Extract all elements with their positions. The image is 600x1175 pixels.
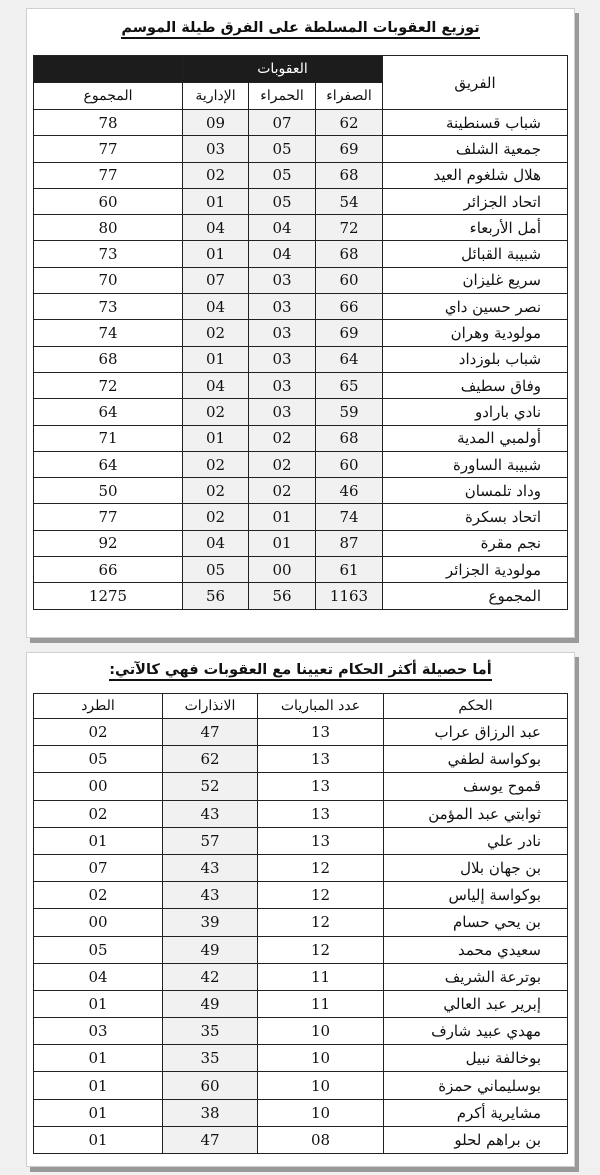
table-cell: 12	[258, 909, 384, 936]
team-penalties-panel	[26, 8, 575, 638]
table-row	[34, 963, 568, 990]
table-cell: بن يحي حسام	[384, 909, 568, 936]
table-row	[34, 162, 568, 188]
table-cell: 11	[258, 963, 384, 990]
table-cell: 64	[34, 451, 183, 477]
table-cell: 60	[163, 1072, 258, 1099]
table-cell: بوترعة الشريف	[384, 963, 568, 990]
table-cell: نادي بارادو	[383, 399, 568, 425]
table-cell: 64	[316, 346, 383, 372]
table-cell: 08	[258, 1126, 384, 1153]
table-row	[34, 557, 568, 583]
table-cell: 03	[249, 320, 316, 346]
header-red: الحمراء	[249, 83, 316, 110]
header-blank	[34, 56, 183, 83]
table-cell: 49	[163, 990, 258, 1017]
table-cell: 01	[34, 1072, 163, 1099]
table-cell: 12	[258, 882, 384, 909]
table-cell: 02	[34, 882, 163, 909]
table-cell: نصر حسين داي	[383, 294, 568, 320]
table-cell: 73	[34, 294, 183, 320]
table-cell: 77	[34, 162, 183, 188]
table-row	[34, 372, 568, 398]
table-cell: 01	[34, 990, 163, 1017]
table-cell: 66	[34, 557, 183, 583]
table-cell: بوكواسة إلياس	[384, 882, 568, 909]
header-matches: عدد المباريات	[258, 694, 384, 719]
table-cell: المجموع	[383, 583, 568, 609]
table-cell: 92	[34, 530, 183, 556]
referees-panel	[26, 652, 575, 1167]
table-cell: 13	[258, 773, 384, 800]
table-cell: 03	[249, 372, 316, 398]
table-row	[34, 136, 568, 162]
header-total: المجموع	[34, 83, 183, 110]
table-cell: 59	[316, 399, 383, 425]
table-cell: 87	[316, 530, 383, 556]
team-penalties-title: توزيع العقوبات المسلطة على الفرق طيلة الموسم	[27, 20, 574, 36]
table-row	[34, 1072, 568, 1099]
table-cell: مولودية وهران	[383, 320, 568, 346]
table-row	[34, 215, 568, 241]
table-row	[34, 530, 568, 556]
table-cell: 13	[258, 719, 384, 746]
table-cell: 56	[249, 583, 316, 609]
table-cell: 07	[34, 854, 163, 881]
table-cell: 02	[183, 451, 249, 477]
table-row	[34, 478, 568, 504]
table-cell: أولمبي المدية	[383, 425, 568, 451]
table-row	[34, 854, 568, 881]
table-row	[34, 990, 568, 1017]
table-row	[34, 399, 568, 425]
table-cell: 02	[183, 162, 249, 188]
table-cell: 05	[34, 746, 163, 773]
table-row	[34, 719, 568, 746]
table-cell: 35	[163, 1018, 258, 1045]
table-cell: 47	[163, 719, 258, 746]
table-cell: سعيدي محمد	[384, 936, 568, 963]
table-row	[34, 746, 568, 773]
referees-table	[33, 693, 568, 1154]
table-cell: 03	[249, 346, 316, 372]
team-penalties-table	[33, 55, 568, 610]
table-cell: أمل الأربعاء	[383, 215, 568, 241]
table-cell: 72	[34, 372, 183, 398]
table-cell: اتحاد بسكرة	[383, 504, 568, 530]
table-cell: 60	[316, 267, 383, 293]
table-cell: 61	[316, 557, 383, 583]
table-cell: 04	[183, 372, 249, 398]
table-cell: 01	[34, 1126, 163, 1153]
table-cell: مهدي عبيد شارف	[384, 1018, 568, 1045]
table-cell: 80	[34, 215, 183, 241]
table-cell: 70	[34, 267, 183, 293]
table-cell: شبيبة الساورة	[383, 451, 568, 477]
table-cell: 02	[34, 800, 163, 827]
table-cell: 05	[34, 936, 163, 963]
table-cell: مولودية الجزائر	[383, 557, 568, 583]
table-cell: 35	[163, 1045, 258, 1072]
table-cell: 07	[249, 110, 316, 136]
table-cell: بوخالفة نبيل	[384, 1045, 568, 1072]
table-cell: 43	[163, 800, 258, 827]
table-row	[34, 267, 568, 293]
table-cell: 04	[183, 215, 249, 241]
table-cell: شبيبة القبائل	[383, 241, 568, 267]
table-cell: 10	[258, 1072, 384, 1099]
table-cell: 05	[183, 557, 249, 583]
table-cell: شباب قسنطينة	[383, 110, 568, 136]
table-row	[34, 882, 568, 909]
table-cell: 01	[249, 504, 316, 530]
table-cell: بوكواسة لطفي	[384, 746, 568, 773]
table-cell: 78	[34, 110, 183, 136]
table-cell: 03	[249, 399, 316, 425]
table-cell: 69	[316, 320, 383, 346]
table-cell: 68	[34, 346, 183, 372]
table-cell: 02	[183, 399, 249, 425]
table-cell: 60	[34, 188, 183, 214]
table-cell: 01	[183, 188, 249, 214]
table-row	[34, 773, 568, 800]
table-cell: 04	[34, 963, 163, 990]
table-cell: 52	[163, 773, 258, 800]
table-cell: 03	[249, 267, 316, 293]
table-cell: 02	[249, 451, 316, 477]
table-cell: وفاق سطيف	[383, 372, 568, 398]
table-cell: 10	[258, 1099, 384, 1126]
header-yellow: الصفراء	[316, 83, 383, 110]
table-row	[34, 346, 568, 372]
table-cell: 04	[183, 530, 249, 556]
table-cell: 04	[183, 294, 249, 320]
table-cell: 01	[183, 241, 249, 267]
team-penalties-body	[34, 110, 568, 610]
table-cell: 74	[34, 320, 183, 346]
table-cell: 77	[34, 136, 183, 162]
table-cell: 00	[34, 773, 163, 800]
table-cell: إبرير عبد العالي	[384, 990, 568, 1017]
table-row	[34, 827, 568, 854]
table-cell: 11	[258, 990, 384, 1017]
table-cell: 13	[258, 800, 384, 827]
table-cell: 62	[163, 746, 258, 773]
table-row	[34, 294, 568, 320]
table-cell: 05	[249, 136, 316, 162]
table-cell: 66	[316, 294, 383, 320]
table-row	[34, 188, 568, 214]
table-cell: 43	[163, 882, 258, 909]
table-cell: 68	[316, 162, 383, 188]
table-row	[34, 1045, 568, 1072]
table-row	[34, 1126, 568, 1153]
table-cell: 03	[249, 294, 316, 320]
table-cell: 42	[163, 963, 258, 990]
table-cell: شباب بلوزداد	[383, 346, 568, 372]
table-cell: 13	[258, 746, 384, 773]
table-cell: 04	[249, 241, 316, 267]
table-cell: نجم مقرة	[383, 530, 568, 556]
table-row	[34, 583, 568, 609]
table-cell: 38	[163, 1099, 258, 1126]
table-cell: 02	[183, 478, 249, 504]
header-warnings: الانذارات	[163, 694, 258, 719]
table-cell: 71	[34, 425, 183, 451]
table-cell: 10	[258, 1045, 384, 1072]
table-cell: 62	[316, 110, 383, 136]
table-cell: 68	[316, 241, 383, 267]
table-row	[34, 909, 568, 936]
table-cell: 50	[34, 478, 183, 504]
table-cell: بن جهان بلال	[384, 854, 568, 881]
table-cell: 00	[249, 557, 316, 583]
table-cell: 54	[316, 188, 383, 214]
table-cell: 1163	[316, 583, 383, 609]
table-cell: 12	[258, 936, 384, 963]
table-cell: 10	[258, 1018, 384, 1045]
table-cell: 05	[249, 162, 316, 188]
referees-body	[34, 719, 568, 1154]
header-team: الفريق	[383, 56, 568, 110]
table-cell: 01	[34, 1099, 163, 1126]
table-row	[34, 1018, 568, 1045]
table-cell: سريع غليزان	[383, 267, 568, 293]
table-cell: 07	[183, 267, 249, 293]
header-admin: الإدارية	[183, 83, 249, 110]
table-cell: قموح يوسف	[384, 773, 568, 800]
table-cell: 72	[316, 215, 383, 241]
table-cell: 64	[34, 399, 183, 425]
table-cell: 02	[249, 478, 316, 504]
table-row	[34, 800, 568, 827]
table-cell: 00	[34, 909, 163, 936]
table-cell: نادر علي	[384, 827, 568, 854]
header-penalties: العقوبات	[183, 56, 383, 83]
table-cell: عبد الرزاق عراب	[384, 719, 568, 746]
table-cell: اتحاد الجزائر	[383, 188, 568, 214]
table-row	[34, 936, 568, 963]
table-cell: 03	[183, 136, 249, 162]
table-cell: 56	[183, 583, 249, 609]
table-cell: 02	[249, 425, 316, 451]
table-cell: 73	[34, 241, 183, 267]
table-cell: 04	[249, 215, 316, 241]
table-row	[34, 425, 568, 451]
table-cell: 01	[249, 530, 316, 556]
table-row	[34, 241, 568, 267]
table-cell: هلال شلغوم العيد	[383, 162, 568, 188]
table-cell: بن براهم لحلو	[384, 1126, 568, 1153]
table-cell: مشايرية أكرم	[384, 1099, 568, 1126]
table-cell: 65	[316, 372, 383, 398]
header-expulsions: الطرد	[34, 694, 163, 719]
table-row	[34, 451, 568, 477]
table-row	[34, 1099, 568, 1126]
table-cell: 49	[163, 936, 258, 963]
table-cell: 02	[34, 719, 163, 746]
table-cell: 05	[249, 188, 316, 214]
table-cell: 68	[316, 425, 383, 451]
table-cell: 01	[183, 425, 249, 451]
table-cell: 1275	[34, 583, 183, 609]
table-cell: 69	[316, 136, 383, 162]
table-cell: 47	[163, 1126, 258, 1153]
table-cell: وداد تلمسان	[383, 478, 568, 504]
table-row	[34, 110, 568, 136]
table-cell: 77	[34, 504, 183, 530]
table-cell: 01	[34, 1045, 163, 1072]
table-cell: 43	[163, 854, 258, 881]
table-cell: 01	[34, 827, 163, 854]
table-cell: جمعية الشلف	[383, 136, 568, 162]
table-cell: 57	[163, 827, 258, 854]
table-cell: 74	[316, 504, 383, 530]
table-cell: 02	[183, 504, 249, 530]
table-cell: 60	[316, 451, 383, 477]
table-cell: 03	[34, 1018, 163, 1045]
header-referee: الحكم	[384, 694, 568, 719]
referees-title: أما حصيلة أكثر الحكام تعيينا مع العقوبات فهي كالآتي:	[27, 662, 574, 678]
table-cell: 02	[183, 320, 249, 346]
table-cell: بوسليماني حمزة	[384, 1072, 568, 1099]
table-cell: 13	[258, 827, 384, 854]
table-row	[34, 320, 568, 346]
table-row	[34, 504, 568, 530]
table-cell: 39	[163, 909, 258, 936]
table-cell: 09	[183, 110, 249, 136]
table-cell: 12	[258, 854, 384, 881]
table-cell: 01	[183, 346, 249, 372]
table-cell: 46	[316, 478, 383, 504]
table-cell: ثوابتي عبد المؤمن	[384, 800, 568, 827]
